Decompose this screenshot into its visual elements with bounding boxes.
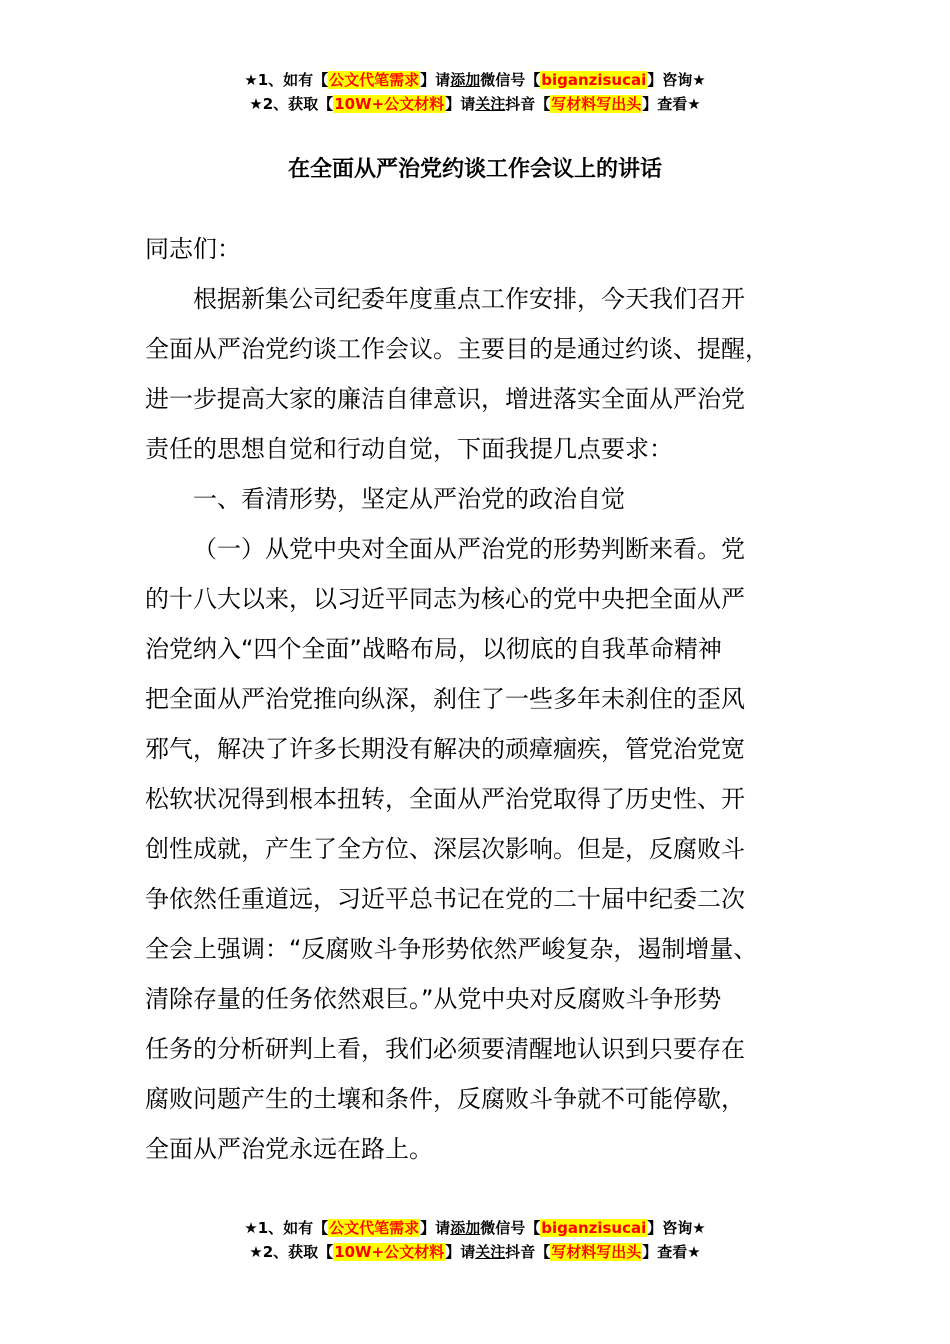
paragraph-line: 根据新集公司纪委年度重点工作安排，今天我们召开 — [193, 285, 745, 313]
paragraph-line: 松软状况得到根本扭转，全面从严治党取得了历史性、开 — [145, 785, 745, 813]
banner-text: 微信号【 — [480, 1219, 541, 1237]
banner-text: 】请 — [420, 71, 451, 89]
paragraph-line: 争依然任重道远，习近平总书记在党的二十届中纪委二次 — [145, 885, 745, 913]
banner-text: ★1、如有【 — [244, 71, 329, 89]
banner-text: 】查看★ — [642, 95, 701, 113]
banner-underlined: 关注 — [475, 95, 506, 113]
salutation: 同志们： — [145, 235, 241, 263]
paragraph-line: 全面从严治党永远在路上。 — [145, 1135, 433, 1163]
top-banner — [0, 68, 950, 116]
banner-highlight: 公文代笔需求 — [329, 71, 420, 89]
section-heading: 一、看清形势，坚定从严治党的政治自觉 — [193, 485, 625, 513]
paragraph-line: 进一步提高大家的廉洁自律意识，增进落实全面从严治党 — [145, 385, 745, 413]
banner-text: 】查看★ — [642, 1243, 701, 1261]
paragraph-line: 全面从严治党约谈工作会议。主要目的是通过约谈、提醒， — [145, 335, 769, 363]
banner-text: 】请 — [445, 95, 476, 113]
paragraph-line: 任务的分析研判上看，我们必须要清醒地认识到只要存在 — [145, 1035, 745, 1063]
banner-highlight: 写材料写出头 — [551, 1243, 642, 1261]
banner-highlight: biganzisucai — [541, 1219, 647, 1237]
banner-text: ★1、如有【 — [244, 1219, 329, 1237]
banner-highlight: 10W+公文材料 — [334, 95, 445, 113]
banner-underlined: 添加 — [450, 1219, 481, 1237]
banner-text: 抖音【 — [505, 1243, 551, 1261]
banner-text: 】请 — [420, 1219, 451, 1237]
subsection-heading: （一）从党中央对全面从严治党的形势判断来看。党 — [193, 535, 745, 563]
paragraph-line: 把全面从严治党推向纵深，刹住了一些多年未刹住的歪风 — [145, 685, 745, 713]
paragraph-line: 创性成就，产生了全方位、深层次影响。但是，反腐败斗 — [145, 835, 745, 863]
banner-highlight: 写材料写出头 — [551, 95, 642, 113]
paragraph-line: 的十八大以来，以习近平同志为核心的党中央把全面从严 — [145, 585, 745, 613]
banner-text: 抖音【 — [505, 95, 551, 113]
document-title: 在全面从严治党约谈工作会议上的讲话 — [287, 157, 662, 182]
paragraph-line: 责任的思想自觉和行动自觉，下面我提几点要求： — [145, 435, 673, 463]
banner-text: 微信号【 — [480, 71, 541, 89]
paragraph-line: 治党纳入“四个全面”战略布局，以彻底的自我革命精神 — [145, 635, 722, 663]
banner-text: ★2、获取【 — [249, 1243, 334, 1261]
banner-text: ★2、获取【 — [249, 95, 334, 113]
banner-highlight: 10W+公文材料 — [334, 1243, 445, 1261]
banner-text: 】咨询★ — [647, 71, 706, 89]
banner-line-2 — [0, 1240, 950, 1264]
banner-highlight: biganzisucai — [541, 71, 647, 89]
document-body — [145, 224, 815, 1174]
banner-line-1 — [0, 68, 950, 92]
banner-text: 】请 — [445, 1243, 476, 1261]
banner-line-2 — [0, 92, 950, 116]
banner-underlined: 关注 — [475, 1243, 506, 1261]
banner-text: 】咨询★ — [647, 1219, 706, 1237]
paragraph-line: 全会上强调：“反腐败斗争形势依然严峻复杂，遏制增量、 — [145, 935, 758, 963]
paragraph-line: 腐败问题产生的土壤和条件，反腐败斗争就不可能停歇， — [145, 1085, 745, 1113]
paragraph-line: 邪气，解决了许多长期没有解决的顽瘴痼疾，管党治党宽 — [145, 735, 745, 763]
paragraph-line: 清除存量的任务依然艰巨。”从党中央对反腐败斗争形势 — [145, 985, 722, 1013]
banner-highlight: 公文代笔需求 — [329, 1219, 420, 1237]
bottom-banner — [0, 1216, 950, 1264]
banner-line-1 — [0, 1216, 950, 1240]
banner-underlined: 添加 — [450, 71, 481, 89]
